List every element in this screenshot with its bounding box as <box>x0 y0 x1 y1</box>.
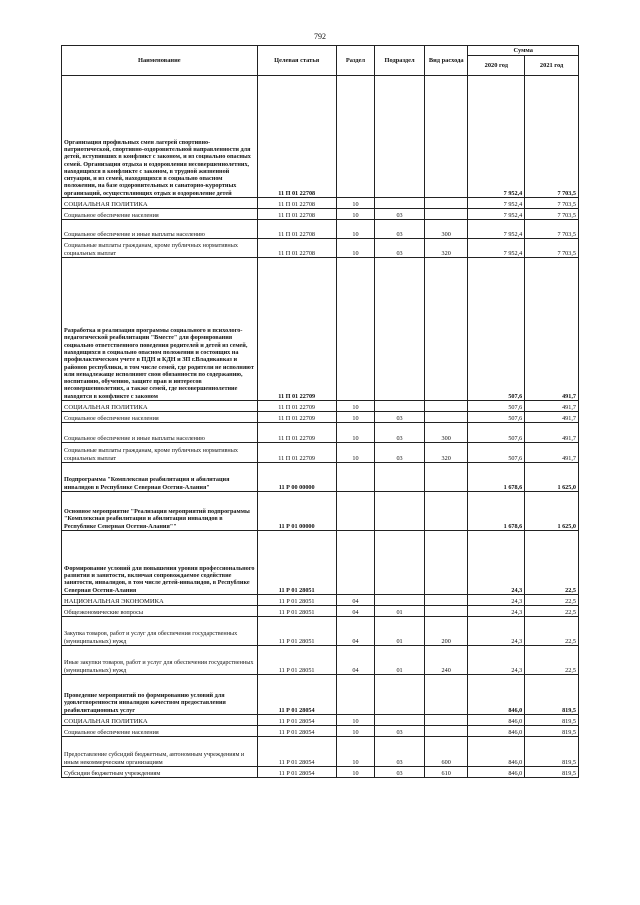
cell-target-code: 11 Р 01 28054 <box>257 767 336 778</box>
cell-name: Закупка товаров, работ и услуг для обеспечения государственных (муниципальных) нужд <box>62 617 258 646</box>
cell-section: 04 <box>336 595 375 606</box>
cell-sum-2020: 7 952,4 <box>468 239 525 258</box>
page-number: 792 <box>314 32 326 41</box>
table-row <box>62 76 579 198</box>
cell-sum-2021: 819,5 <box>525 767 579 778</box>
cell-subsection: 01 <box>375 646 425 675</box>
cell-target-code: 11 Р 01 28051 <box>257 531 336 595</box>
cell-sum-2020: 507,6 <box>468 423 525 443</box>
cell-sum-2020: 24,3 <box>468 617 525 646</box>
table-row <box>62 209 579 220</box>
cell-subsection <box>375 531 425 595</box>
cell-target-code: 11 Р 01 28054 <box>257 715 336 726</box>
cell-sum-2020: 7 952,4 <box>468 209 525 220</box>
cell-name: Общеэкономические вопросы <box>62 606 258 617</box>
cell-section <box>336 258 375 401</box>
cell-subsection <box>375 492 425 531</box>
cell-section: 10 <box>336 726 375 737</box>
cell-target-code: 11 Р 01 28051 <box>257 606 336 617</box>
cell-section: 10 <box>336 715 375 726</box>
cell-name: Организация профильных смен лагерей спортивно-патриотической, спортивно-оздоровительной направленности для детей, вступивших в конфликт с законом, и из социально опасных семей. Организация отдыха и оздоровления несовершеннолетних, находящихся в конфликте с законом, в трудной жизненной ситуации, и из семей, находящихся в социально опасном положении, на базе оздоровительных и санаторно-курортных организаций, осуществляющих отдых и оздоровление детей <box>62 76 258 198</box>
header-year-2020: 2020 год <box>468 56 525 76</box>
cell-sum-2020: 1 678,6 <box>468 463 525 492</box>
table-row <box>62 595 579 606</box>
cell-sum-2020: 507,6 <box>468 412 525 423</box>
table-row <box>62 606 579 617</box>
cell-section: 10 <box>336 737 375 767</box>
cell-subsection: 01 <box>375 606 425 617</box>
cell-sum-2021: 491,7 <box>525 443 579 463</box>
cell-name: СОЦИАЛЬНАЯ ПОЛИТИКА <box>62 198 258 209</box>
cell-sum-2020: 7 952,4 <box>468 76 525 198</box>
table-row <box>62 412 579 423</box>
cell-name: СОЦИАЛЬНАЯ ПОЛИТИКА <box>62 401 258 412</box>
cell-expense-type <box>424 258 468 401</box>
cell-name: Социальное обеспечение и иные выплаты населению <box>62 220 258 239</box>
cell-target-code: 11 Р 01 28051 <box>257 595 336 606</box>
header-subsection: Подраздел <box>375 46 425 76</box>
cell-section: 10 <box>336 412 375 423</box>
cell-section: 10 <box>336 198 375 209</box>
cell-expense-type <box>424 209 468 220</box>
cell-expense-type: 600 <box>424 737 468 767</box>
cell-section <box>336 76 375 198</box>
cell-subsection <box>375 198 425 209</box>
cell-name: Подпрограмма "Комплексная реабилитация и абилитация инвалидов в Республике Северная Осетия-Алания" <box>62 463 258 492</box>
table-row <box>62 726 579 737</box>
cell-sum-2021: 7 703,5 <box>525 239 579 258</box>
cell-expense-type: 320 <box>424 239 468 258</box>
cell-subsection: 03 <box>375 443 425 463</box>
cell-target-code: 11 П 01 22708 <box>257 220 336 239</box>
cell-target-code: 11 П 01 22709 <box>257 258 336 401</box>
cell-subsection: 03 <box>375 412 425 423</box>
header-target: Целевая статья <box>257 46 336 76</box>
table-row <box>62 492 579 531</box>
cell-section: 10 <box>336 239 375 258</box>
cell-sum-2021: 22,5 <box>525 595 579 606</box>
cell-subsection: 01 <box>375 617 425 646</box>
table-row <box>62 646 579 675</box>
cell-name: Социальные выплаты гражданам, кроме публичных нормативных социальных выплат <box>62 239 258 258</box>
cell-section: 04 <box>336 617 375 646</box>
cell-sum-2021: 22,5 <box>525 617 579 646</box>
table-row <box>62 617 579 646</box>
table-row <box>62 198 579 209</box>
table-row <box>62 737 579 767</box>
cell-section <box>336 675 375 715</box>
header-sum: Сумма <box>468 46 579 56</box>
cell-target-code: 11 Р 01 28054 <box>257 737 336 767</box>
cell-expense-type <box>424 531 468 595</box>
budget-table <box>61 45 579 778</box>
table-row <box>62 258 579 401</box>
table-row <box>62 239 579 258</box>
cell-sum-2021: 7 703,5 <box>525 76 579 198</box>
cell-expense-type <box>424 715 468 726</box>
cell-name: Формирование условий для повышения уровня профессионального развития и занятости, включая сопровождаемое содействие занятости, инвалидов, в том числе детей-инвалидов, в Республике Северная Осетия-Алания <box>62 531 258 595</box>
cell-expense-type: 300 <box>424 220 468 239</box>
cell-section: 10 <box>336 401 375 412</box>
cell-sum-2021: 491,7 <box>525 412 579 423</box>
cell-section: 10 <box>336 423 375 443</box>
cell-target-code: 11 П 01 22708 <box>257 198 336 209</box>
header-name: Наименование <box>62 46 258 76</box>
cell-target-code: 11 П 01 22708 <box>257 76 336 198</box>
cell-name: СОЦИАЛЬНАЯ ПОЛИТИКА <box>62 715 258 726</box>
cell-target-code: 11 Р 01 28054 <box>257 726 336 737</box>
cell-section <box>336 463 375 492</box>
cell-name: Проведение мероприятий по формированию условий для удовлетворенности инвалидов качеством предоставления реабилитационных услуг <box>62 675 258 715</box>
cell-sum-2020: 507,6 <box>468 443 525 463</box>
table-header <box>62 46 579 76</box>
cell-sum-2020: 507,6 <box>468 401 525 412</box>
table-row <box>62 463 579 492</box>
cell-section: 10 <box>336 767 375 778</box>
cell-expense-type <box>424 595 468 606</box>
cell-expense-type <box>424 606 468 617</box>
cell-sum-2020: 846,0 <box>468 715 525 726</box>
cell-name: Предоставление субсидий бюджетным, автономным учреждениям и иным некоммерческим организациям <box>62 737 258 767</box>
cell-subsection <box>375 715 425 726</box>
cell-sum-2021: 819,5 <box>525 737 579 767</box>
cell-subsection: 03 <box>375 239 425 258</box>
cell-sum-2021: 819,5 <box>525 726 579 737</box>
cell-expense-type <box>424 492 468 531</box>
cell-expense-type: 320 <box>424 443 468 463</box>
cell-target-code: 11 П 01 22709 <box>257 443 336 463</box>
cell-sum-2021: 491,7 <box>525 423 579 443</box>
cell-section <box>336 492 375 531</box>
cell-target-code: 11 П 01 22708 <box>257 239 336 258</box>
cell-sum-2021: 7 703,5 <box>525 209 579 220</box>
cell-sum-2021: 7 703,5 <box>525 198 579 209</box>
cell-subsection: 03 <box>375 726 425 737</box>
cell-name: Социальное обеспечение населения <box>62 209 258 220</box>
cell-subsection: 03 <box>375 767 425 778</box>
cell-expense-type <box>424 401 468 412</box>
cell-expense-type <box>424 463 468 492</box>
cell-section <box>336 531 375 595</box>
cell-target-code: 11 Р 01 28051 <box>257 617 336 646</box>
cell-name: Иные закупки товаров, работ и услуг для обеспечения государственных (муниципальных) нужд <box>62 646 258 675</box>
cell-target-code: 11 П 01 22709 <box>257 401 336 412</box>
cell-name: Социальные выплаты гражданам, кроме публичных нормативных социальных выплат <box>62 443 258 463</box>
cell-section: 04 <box>336 606 375 617</box>
cell-target-code: 11 Р 01 28051 <box>257 646 336 675</box>
cell-target-code: 11 Р 01 00000 <box>257 492 336 531</box>
cell-sum-2021: 1 625,0 <box>525 492 579 531</box>
cell-sum-2020: 7 952,4 <box>468 198 525 209</box>
cell-expense-type <box>424 76 468 198</box>
table-row <box>62 423 579 443</box>
cell-expense-type <box>424 726 468 737</box>
cell-subsection <box>375 401 425 412</box>
cell-sum-2021: 22,5 <box>525 646 579 675</box>
table-body <box>62 76 579 778</box>
cell-subsection <box>375 675 425 715</box>
cell-sum-2020: 507,6 <box>468 258 525 401</box>
cell-name: Основное мероприятие "Реализация мероприятий подпрограммы "Комплексная реабилитация и абилитация инвалидов в Республике Северная Осетия-Алания"" <box>62 492 258 531</box>
cell-sum-2020: 846,0 <box>468 737 525 767</box>
cell-subsection <box>375 463 425 492</box>
cell-section: 10 <box>336 209 375 220</box>
cell-section: 04 <box>336 646 375 675</box>
cell-target-code: 11 П 01 22709 <box>257 423 336 443</box>
cell-subsection: 03 <box>375 209 425 220</box>
cell-subsection <box>375 76 425 198</box>
cell-expense-type: 300 <box>424 423 468 443</box>
cell-sum-2021: 819,5 <box>525 675 579 715</box>
cell-subsection <box>375 595 425 606</box>
cell-sum-2021: 7 703,5 <box>525 220 579 239</box>
table-row <box>62 767 579 778</box>
cell-section: 10 <box>336 220 375 239</box>
cell-sum-2020: 7 952,4 <box>468 220 525 239</box>
cell-sum-2021: 22,5 <box>525 606 579 617</box>
cell-sum-2020: 1 678,6 <box>468 492 525 531</box>
cell-name: Разработка и реализация программы социального и психолого-педагогической реабилитации "Вместе" для формирования социально ответственного поведения родителей и детей из семей, находящихся в социально опасном положении и состоящих на профилактическом учете в ПДН и КДН и ЗП г.Владикавказ и районов республики, в том числе семей, где родители не исполняют или ненадлежаще исполняют свои обязанности по содержанию, воспитанию, обучению, защите прав и интересов несовершеннолетних, а также семей, где несовершеннолетние находятся в конфликте с законом <box>62 258 258 401</box>
cell-name: Социальное обеспечение и иные выплаты населению <box>62 423 258 443</box>
cell-sum-2021: 491,7 <box>525 258 579 401</box>
cell-subsection: 03 <box>375 423 425 443</box>
header-year-2021: 2021 год <box>525 56 579 76</box>
cell-target-code: 11 П 01 22709 <box>257 412 336 423</box>
header-section: Раздел <box>336 46 375 76</box>
cell-target-code: 11 Р 00 00000 <box>257 463 336 492</box>
cell-sum-2021: 22,5 <box>525 531 579 595</box>
table-row <box>62 531 579 595</box>
cell-sum-2020: 846,0 <box>468 726 525 737</box>
cell-expense-type: 200 <box>424 617 468 646</box>
cell-sum-2020: 846,0 <box>468 675 525 715</box>
cell-subsection <box>375 258 425 401</box>
cell-target-code: 11 Р 01 28054 <box>257 675 336 715</box>
cell-name: Субсидии бюджетным учреждениям <box>62 767 258 778</box>
table-row <box>62 443 579 463</box>
cell-subsection: 03 <box>375 220 425 239</box>
table-row <box>62 401 579 412</box>
cell-sum-2020: 24,3 <box>468 531 525 595</box>
cell-expense-type <box>424 412 468 423</box>
cell-expense-type <box>424 198 468 209</box>
cell-sum-2021: 491,7 <box>525 401 579 412</box>
cell-target-code: 11 П 01 22708 <box>257 209 336 220</box>
cell-section: 10 <box>336 443 375 463</box>
cell-expense-type: 610 <box>424 767 468 778</box>
cell-expense-type: 240 <box>424 646 468 675</box>
cell-sum-2021: 1 625,0 <box>525 463 579 492</box>
cell-name: Социальное обеспечение населения <box>62 412 258 423</box>
header-expense-type: Вид расхода <box>424 46 468 76</box>
cell-sum-2020: 846,0 <box>468 767 525 778</box>
cell-sum-2020: 24,3 <box>468 646 525 675</box>
table-row <box>62 675 579 715</box>
cell-sum-2020: 24,3 <box>468 606 525 617</box>
cell-name: Социальное обеспечение населения <box>62 726 258 737</box>
table-row <box>62 715 579 726</box>
table-row <box>62 220 579 239</box>
cell-name: НАЦИОНАЛЬНАЯ ЭКОНОМИКА <box>62 595 258 606</box>
cell-subsection: 03 <box>375 737 425 767</box>
cell-sum-2021: 819,5 <box>525 715 579 726</box>
cell-sum-2020: 24,3 <box>468 595 525 606</box>
cell-expense-type <box>424 675 468 715</box>
